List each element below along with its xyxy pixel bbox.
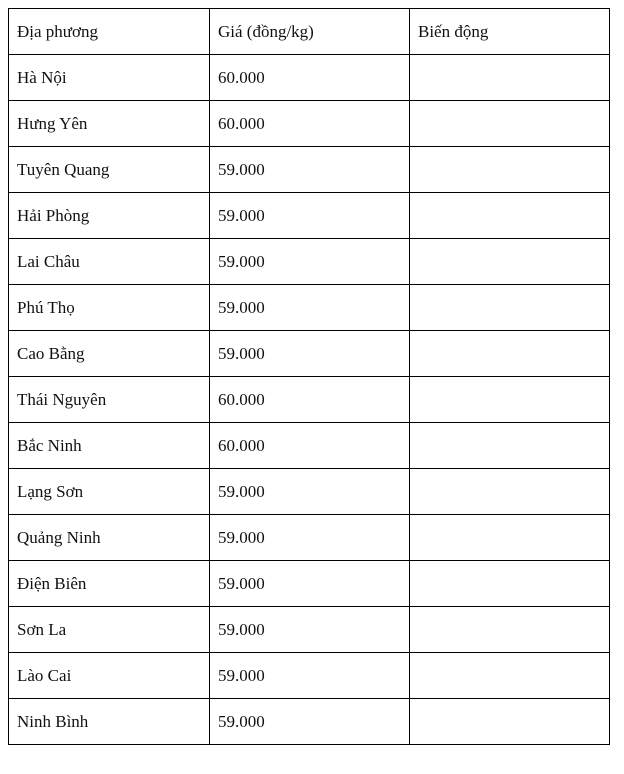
cell-region: Lạng Sơn <box>9 469 210 515</box>
table-row <box>9 101 610 147</box>
cell-change <box>410 699 610 745</box>
table-row <box>9 423 610 469</box>
cell-region: Lào Cai <box>9 653 210 699</box>
cell-price: 59.000 <box>210 515 410 561</box>
cell-region: Cao Bằng <box>9 331 210 377</box>
table-row <box>9 147 610 193</box>
cell-region: Hưng Yên <box>9 101 210 147</box>
cell-region: Phú Thọ <box>9 285 210 331</box>
cell-region: Quảng Ninh <box>9 515 210 561</box>
cell-change <box>410 55 610 101</box>
cell-price: 59.000 <box>210 239 410 285</box>
cell-change <box>410 561 610 607</box>
table-row <box>9 469 610 515</box>
header-change: Biến động <box>410 9 610 55</box>
table-header <box>9 9 610 55</box>
table-row <box>9 515 610 561</box>
cell-price: 60.000 <box>210 55 410 101</box>
cell-region: Điện Biên <box>9 561 210 607</box>
cell-region: Hà Nội <box>9 55 210 101</box>
cell-price: 59.000 <box>210 285 410 331</box>
table-row <box>9 699 610 745</box>
table-body <box>9 55 610 745</box>
cell-price: 59.000 <box>210 561 410 607</box>
cell-change <box>410 653 610 699</box>
cell-region: Tuyên Quang <box>9 147 210 193</box>
header-price: Giá (đồng/kg) <box>210 9 410 55</box>
table-row <box>9 193 610 239</box>
table-row <box>9 653 610 699</box>
cell-price: 59.000 <box>210 147 410 193</box>
cell-change <box>410 147 610 193</box>
table-row <box>9 331 610 377</box>
table-row <box>9 55 610 101</box>
cell-price: 59.000 <box>210 699 410 745</box>
price-table <box>8 8 610 745</box>
cell-price: 59.000 <box>210 653 410 699</box>
cell-region: Lai Châu <box>9 239 210 285</box>
cell-price: 60.000 <box>210 423 410 469</box>
cell-region: Hải Phòng <box>9 193 210 239</box>
table-row <box>9 607 610 653</box>
cell-region: Bắc Ninh <box>9 423 210 469</box>
cell-change <box>410 101 610 147</box>
cell-price: 59.000 <box>210 331 410 377</box>
cell-change <box>410 239 610 285</box>
cell-price: 59.000 <box>210 607 410 653</box>
table-row <box>9 285 610 331</box>
cell-change <box>410 377 610 423</box>
cell-change <box>410 515 610 561</box>
cell-change <box>410 607 610 653</box>
cell-region: Sơn La <box>9 607 210 653</box>
cell-change <box>410 285 610 331</box>
cell-change <box>410 193 610 239</box>
cell-region: Ninh Bình <box>9 699 210 745</box>
cell-price: 59.000 <box>210 469 410 515</box>
cell-change <box>410 423 610 469</box>
cell-region: Thái Nguyên <box>9 377 210 423</box>
cell-change <box>410 469 610 515</box>
cell-price: 59.000 <box>210 193 410 239</box>
cell-price: 60.000 <box>210 101 410 147</box>
cell-price: 60.000 <box>210 377 410 423</box>
header-row <box>9 9 610 55</box>
cell-change <box>410 331 610 377</box>
table-row <box>9 377 610 423</box>
header-region: Địa phương <box>9 9 210 55</box>
table-row <box>9 561 610 607</box>
table-row <box>9 239 610 285</box>
